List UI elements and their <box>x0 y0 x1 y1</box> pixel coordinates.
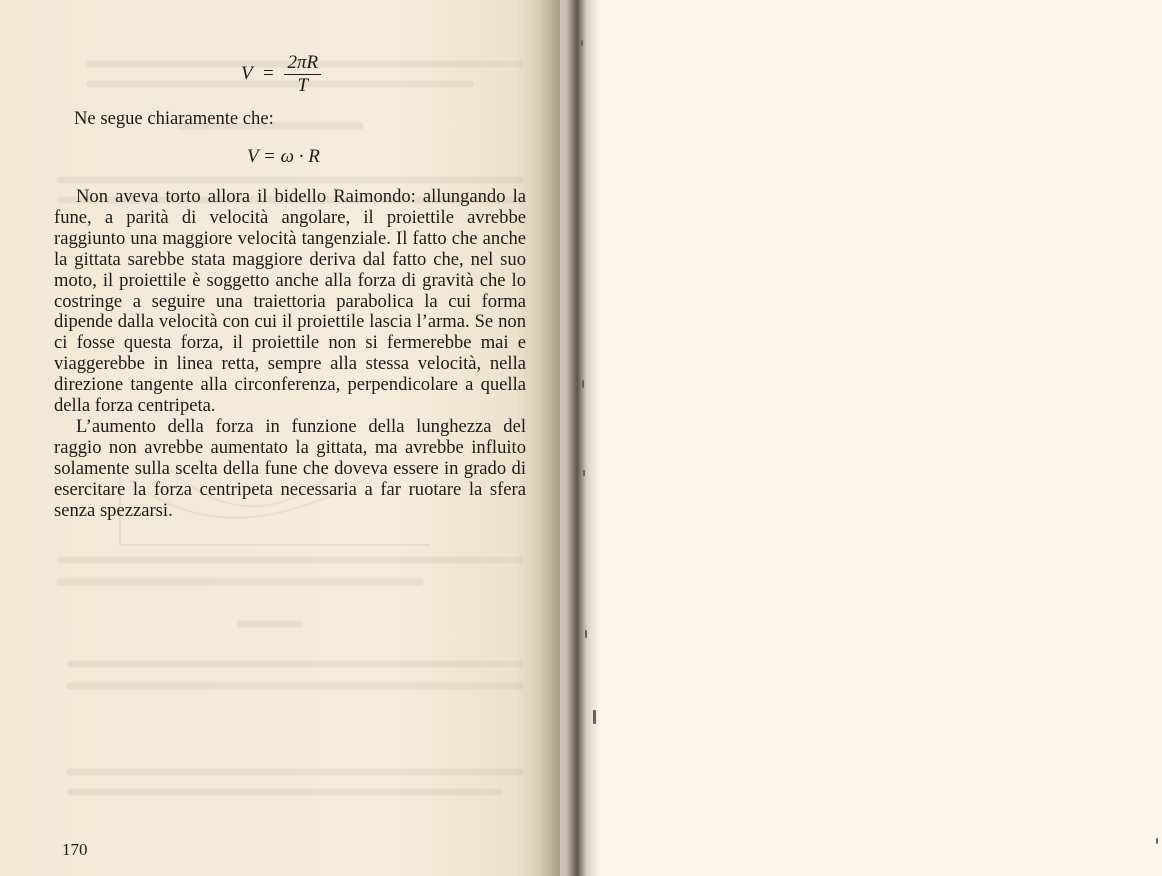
formula-numerator: 2πR <box>284 52 321 75</box>
intro-text: Ne segue chiaramente che: <box>74 108 274 129</box>
formula-lhs: V <box>241 62 253 84</box>
paper-speck <box>581 40 583 46</box>
paragraph: Non aveva torto allora il bidello Raimondo: allungando la fune, a parità di velocità angolare, il proiettile avrebbe raggiunto una maggiore velocità tangenziale. Il fatto che anche la gittata sarebbe stata maggiore deriva dal fatto che, nel suo moto, il proiettile è soggetto anche alla forza di gravità che lo costringe a seguire una traiettoria parabolica la cui forma dipende dalla velocità con cui il proiettile lascia l’arma. Se non ci fosse questa forza, il proiettile non si fermerebbe mai e viaggerebbe in linea retta, sempre alla stessa velocità, nella direzione tangente alla circonferenza, perpendicolare a quella della forza centripeta. <box>54 186 526 417</box>
right-page <box>590 0 1162 876</box>
paper-speck <box>593 710 596 724</box>
page-number: 170 <box>62 840 88 859</box>
formula-angular-velocity: V = ω · R <box>247 146 320 167</box>
paper-speck <box>1156 838 1158 844</box>
paper-speck <box>583 470 585 476</box>
formula-denominator: T <box>297 75 309 96</box>
paper-speck <box>585 630 587 638</box>
body-text <box>54 187 526 522</box>
formula-fraction <box>284 52 321 97</box>
formula-velocity-period <box>241 52 321 97</box>
paper-speck <box>582 380 584 388</box>
paragraph: L’aumento della forza in funzione della lunghezza del raggio non avrebbe aumentato la gittata, ma avrebbe influito solamente sulla scelta della fune che doveva essere in grado di esercitare la forza centripeta necessaria a far ruotare la sfera senza spezzarsi. <box>54 415 526 521</box>
formula-equals: = <box>263 62 274 84</box>
